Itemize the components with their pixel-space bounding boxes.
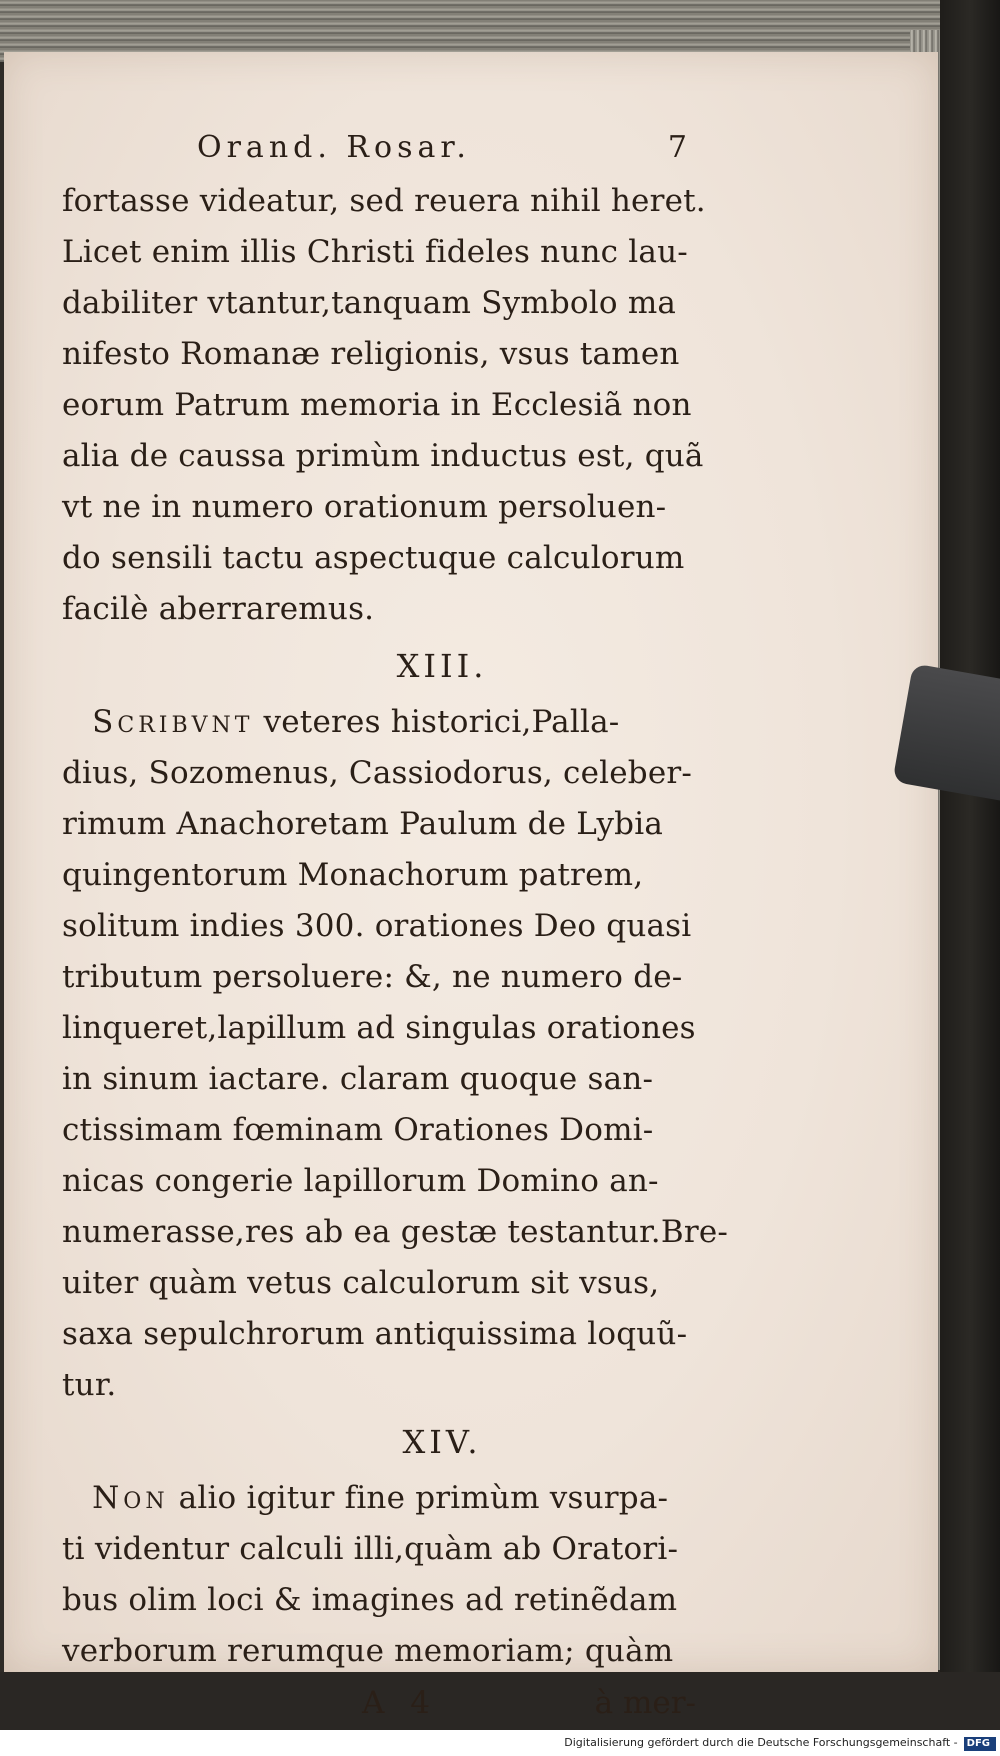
text-line: rimum Anachoretam Paulum de Lybia [62, 806, 664, 842]
text-line: bus olim loci & imagines ad retinẽdam [62, 1582, 678, 1618]
text-line: facilè aberraremus. [62, 591, 375, 627]
text-line: fortasse videatur, sed reuera nihil heret. [62, 183, 706, 219]
text-line: dius, Sozomenus, Cassiodorus, celeber- [62, 755, 693, 791]
bookmark-ribbon [892, 663, 1000, 800]
digitization-footer [0, 1730, 1000, 1756]
text-line: vt ne in numero orationum persoluen- [62, 489, 667, 525]
text-line: nifesto Romanæ religionis, vsus tamen [62, 336, 680, 372]
text-line: dabiliter vtantur,tanquam Symbolo ma [62, 285, 677, 321]
text-line: linqueret,lapillum ad singulas orationes [62, 1010, 696, 1046]
page-text [62, 120, 729, 1729]
running-title: Orand. Rosar. [197, 130, 471, 165]
section-numeral-xiv: XIV. [402, 1423, 482, 1461]
text-line: ti videntur calculi illi,quàm ab Oratori- [62, 1531, 679, 1567]
text-line: tur. [62, 1367, 117, 1403]
text-line: alia de caussa primùm inductus est, quã [62, 438, 704, 474]
text-line: uiter quàm vetus calculorum sit vsus, [62, 1265, 660, 1301]
section-xiv-body [62, 1473, 702, 1677]
footer-credit: Digitalisierung gefördert durch die Deutsche Forschungsgemeinschaft - [564, 1736, 958, 1749]
lead-word: Scribvnt [92, 704, 254, 740]
text-fragment: veteres historici,Palla- [253, 704, 620, 740]
text-line: saxa sepulchrorum antiquissima loquũ- [62, 1316, 688, 1352]
signature-mark: A 4 [362, 1685, 438, 1721]
catchword: à mer- [594, 1685, 696, 1721]
text-line: solitum indies 300. orationes Deo quasi [62, 908, 692, 944]
section-numeral-xiii: XIII. [396, 647, 488, 685]
lead-word: Non [92, 1480, 169, 1516]
text-line: quingentorum Monachorum patrem, [62, 857, 644, 893]
page-number: 7 [667, 130, 692, 165]
text-line: numerasse,res ab ea gestæ testantur.Bre- [62, 1214, 729, 1250]
text-line: ctissimam fœminam Orationes Domi- [62, 1112, 654, 1148]
text-line: eorum Patrum memoria in Ecclesiã non [62, 387, 692, 423]
text-line [62, 1473, 702, 1524]
text-line: in sinum iactare. claram quoque san- [62, 1061, 654, 1097]
paragraph-1 [62, 176, 706, 635]
dfg-logo: DFG [964, 1737, 996, 1751]
text-line: Licet enim illis Christi fideles nunc lau- [62, 234, 688, 270]
book-spine [940, 0, 1000, 1756]
text-line: do sensili tactu aspectuque calculorum [62, 540, 685, 576]
running-header [62, 120, 702, 176]
text-fragment: alio igitur fine primùm vsurpa- [168, 1480, 669, 1516]
text-line: tributum persoluere: &, ne numero de- [62, 959, 683, 995]
text-line: nicas congerie lapillorum Domino an- [62, 1163, 659, 1199]
signature-line [62, 1677, 702, 1729]
text-line: verborum rerumque memoriam; quàm [62, 1633, 674, 1669]
section-xiii-body [62, 697, 729, 1411]
text-line [62, 697, 702, 748]
